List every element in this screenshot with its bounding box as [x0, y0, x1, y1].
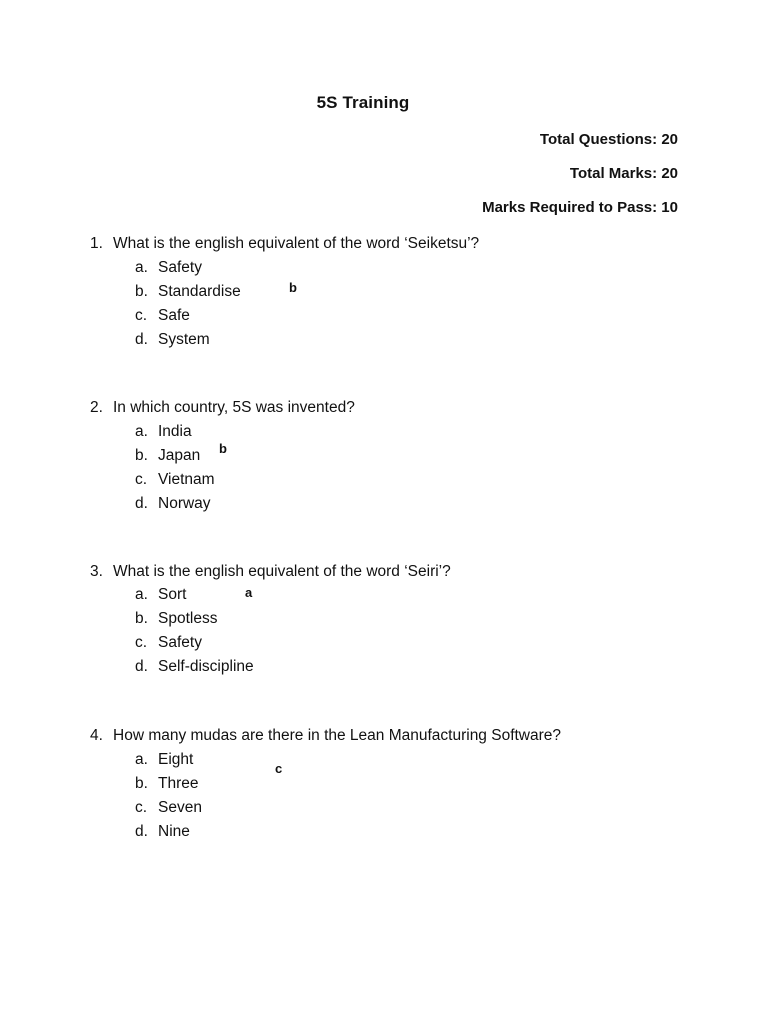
- question-number: 1.: [90, 235, 103, 252]
- option-text: Eight: [158, 751, 194, 768]
- option-text: Standardise: [158, 283, 241, 300]
- q2-option-c: [135, 471, 215, 489]
- q2-answer-mark: b: [219, 441, 227, 456]
- option-letter: c.: [135, 634, 148, 651]
- option-letter: d.: [135, 495, 148, 512]
- option-text: Sort: [158, 586, 187, 603]
- q2-option-b: [135, 447, 200, 465]
- option-text: Seven: [158, 799, 202, 816]
- q4-option-d: [135, 823, 190, 841]
- q3-option-d: [135, 658, 254, 676]
- option-letter: c.: [135, 307, 148, 324]
- option-letter: b.: [135, 283, 148, 300]
- option-letter: d.: [135, 331, 148, 348]
- q3-option-b: [135, 610, 217, 628]
- pass-marks: Marks Required to Pass: 10: [482, 199, 678, 216]
- option-text: Spotless: [158, 610, 218, 627]
- q1-answer-mark: b: [289, 280, 297, 295]
- q4-option-b: [135, 775, 199, 793]
- option-letter: a.: [135, 751, 148, 768]
- question-number: 4.: [90, 727, 103, 744]
- option-letter: b.: [135, 610, 148, 627]
- q1-option-d: [135, 331, 210, 349]
- option-letter: c.: [135, 471, 148, 488]
- option-letter: a.: [135, 423, 148, 440]
- option-text: Vietnam: [158, 471, 215, 488]
- option-letter: a.: [135, 259, 148, 276]
- option-text: Safe: [158, 307, 190, 324]
- q3-answer-mark: a: [245, 585, 253, 600]
- q4-option-a: [135, 751, 193, 769]
- q2-option-a: [135, 423, 192, 441]
- option-text: System: [158, 331, 210, 348]
- question-text: In which country, 5S was invented?: [113, 399, 355, 416]
- q1-option-c: [135, 307, 190, 325]
- question-number: 3.: [90, 563, 103, 580]
- option-text: Japan: [158, 447, 201, 464]
- q1-option-b: [135, 283, 241, 301]
- total-questions: Total Questions: 20: [539, 131, 678, 148]
- page-title: 5S Training: [316, 93, 410, 112]
- option-letter: c.: [135, 799, 148, 816]
- question-text: What is the english equivalent of the word ‘Seiri’?: [113, 563, 451, 580]
- option-letter: d.: [135, 658, 148, 675]
- q2-option-d: [135, 495, 211, 513]
- option-letter: b.: [135, 775, 148, 792]
- option-text: Safety: [158, 259, 202, 276]
- q3-option-c: [135, 634, 202, 652]
- question-3: [90, 563, 451, 581]
- option-text: India: [158, 423, 192, 440]
- question-2: [90, 399, 355, 417]
- question-number: 2.: [90, 399, 103, 416]
- option-text: Nine: [158, 823, 190, 840]
- question-4: [90, 727, 561, 745]
- option-text: Safety: [158, 634, 202, 651]
- option-letter: d.: [135, 823, 148, 840]
- option-text: Norway: [158, 495, 211, 512]
- option-text: Self-discipline: [158, 658, 254, 675]
- q3-option-a: [135, 586, 186, 604]
- q4-answer-mark: c: [275, 761, 283, 776]
- question-text: How many mudas are there in the Lean Manufacturing Software?: [113, 727, 562, 744]
- q1-option-a: [135, 259, 202, 277]
- q4-option-c: [135, 799, 202, 817]
- question-text: What is the english equivalent of the word ‘Seiketsu’?: [113, 235, 480, 252]
- option-letter: b.: [135, 447, 148, 464]
- option-letter: a.: [135, 586, 148, 603]
- total-marks: Total Marks: 20: [569, 165, 678, 182]
- question-1: [90, 235, 479, 253]
- option-text: Three: [158, 775, 199, 792]
